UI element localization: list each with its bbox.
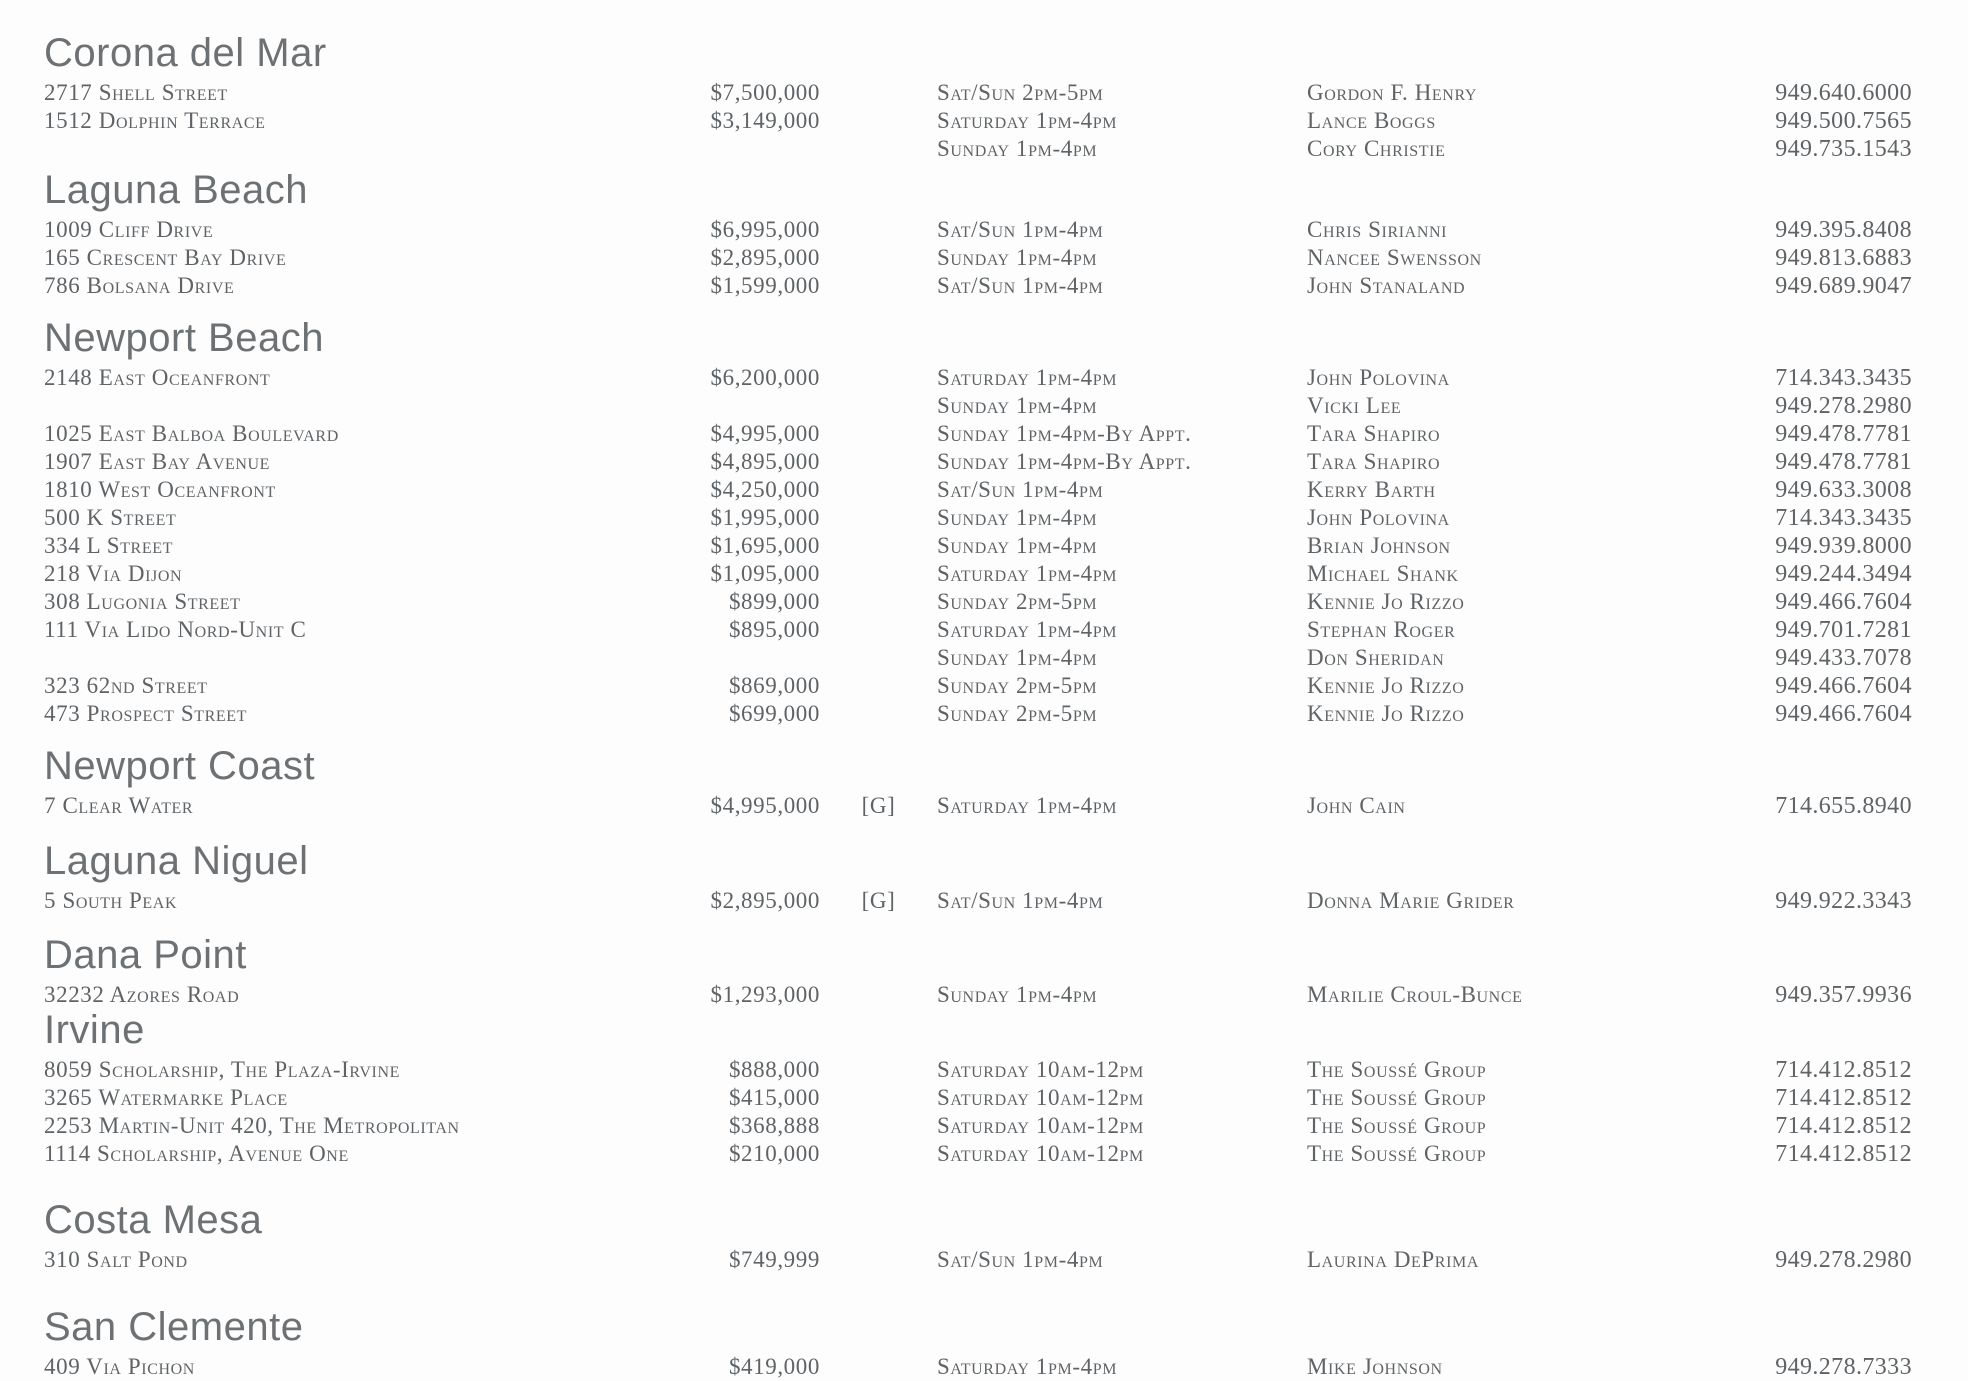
listing-address: 786 Bolsana Drive: [44, 273, 235, 298]
agent-name: Laurina DePrima: [1307, 1247, 1479, 1272]
guest-home-marker: [820, 981, 937, 1009]
listing-address: 8059 Scholarship, The Plaza-Irvine: [44, 1057, 400, 1082]
listing-row: [44, 672, 1968, 700]
city-section: [44, 1007, 1968, 1168]
city-section: [44, 30, 1968, 163]
guest-home-marker: [820, 364, 937, 392]
listing-address: 2717 Shell Street: [44, 80, 228, 105]
listing-price: $6,995,000: [710, 217, 820, 242]
agent-phone: 949.395.8408: [1775, 217, 1912, 243]
listing-row: [44, 79, 1968, 107]
agent-phone: 949.939.8000: [1775, 533, 1912, 559]
city-section: [44, 315, 1968, 728]
listing-price: $6,200,000: [710, 365, 820, 390]
agent-phone: 949.640.6000: [1775, 80, 1912, 106]
listing-row: [44, 420, 1968, 448]
agent-name: John Stanaland: [1307, 273, 1466, 298]
open-house-time: Sat/Sun 1pm-4pm: [937, 217, 1104, 242]
agent-phone: 714.412.8512: [1775, 1057, 1912, 1083]
listing-row: [44, 532, 1968, 560]
agent-phone: 949.689.9047: [1775, 273, 1912, 299]
city-section: [44, 1197, 1968, 1274]
listing-address: 1009 Cliff Drive: [44, 217, 214, 242]
listing-address: 2253 Martin-Unit 420, The Metropolitan: [44, 1113, 460, 1138]
open-house-time: Sunday 1pm-4pm: [937, 393, 1098, 418]
guest-home-marker: [820, 616, 937, 644]
listing-price: $699,000: [728, 701, 820, 726]
listing-row: [44, 504, 1968, 532]
guest-home-marker: [820, 672, 937, 700]
city-section: [44, 838, 1968, 915]
city-header: Costa Mesa: [44, 1198, 263, 1242]
agent-name: Michael Shank: [1307, 561, 1459, 586]
agent-name: Kennie Jo Rizzo: [1307, 589, 1465, 614]
listing-row: [44, 1056, 1968, 1084]
agent-phone: 949.633.3008: [1775, 477, 1912, 503]
guest-home-marker: [820, 244, 937, 272]
agent-phone: 714.343.3435: [1775, 505, 1912, 531]
listing-row: [44, 244, 1968, 272]
guest-home-marker: [820, 560, 937, 588]
agent-phone: 714.655.8940: [1775, 793, 1912, 819]
open-house-time: Sunday 2pm-5pm: [937, 701, 1098, 726]
listing-row: [44, 1246, 1968, 1274]
listing-row: [44, 792, 1968, 820]
listing-row: [44, 272, 1968, 300]
agent-name: John Polovina: [1307, 505, 1450, 530]
city-header: Dana Point: [44, 933, 247, 977]
guest-home-marker: [820, 216, 937, 244]
listing-price: $415,000: [728, 1085, 820, 1110]
agent-phone: 949.813.6883: [1775, 245, 1912, 271]
listing-row: [44, 1112, 1968, 1140]
city-header: Laguna Niguel: [44, 839, 309, 883]
open-house-time: Saturday 1pm-4pm: [937, 617, 1118, 642]
agent-phone: 714.412.8512: [1775, 1113, 1912, 1139]
listing-price: $4,895,000: [710, 449, 820, 474]
listing-address: 409 Via Pichon: [44, 1354, 195, 1379]
listing-price: $368,888: [728, 1113, 820, 1138]
open-house-time: Saturday 10am-12pm: [937, 1057, 1144, 1082]
guest-home-marker: [820, 1140, 937, 1168]
listing-row: [44, 981, 1968, 1009]
listing-price: $1,695,000: [710, 533, 820, 558]
guest-home-marker: [820, 1112, 937, 1140]
agent-name: Kennie Jo Rizzo: [1307, 701, 1465, 726]
agent-name: Vicki Lee: [1307, 393, 1402, 418]
listing-row: [44, 616, 1968, 644]
listing-row: [44, 364, 1968, 392]
listing-price: $210,000: [728, 1141, 820, 1166]
guest-home-marker: [820, 1084, 937, 1112]
agent-name: Chris Sirianni: [1307, 217, 1448, 242]
agent-phone: 949.466.7604: [1775, 673, 1912, 699]
listing-row: [44, 448, 1968, 476]
listing-row: [44, 216, 1968, 244]
open-house-time: Sunday 1pm-4pm: [937, 533, 1098, 558]
agent-phone: 949.357.9936: [1775, 982, 1912, 1008]
open-house-time: Sat/Sun 1pm-4pm: [937, 888, 1104, 913]
agent-phone: 714.343.3435: [1775, 365, 1912, 391]
agent-phone: 949.500.7565: [1775, 108, 1912, 134]
listing-price: [604, 392, 820, 420]
agent-name: Lance Boggs: [1307, 108, 1436, 133]
agent-name: The Soussé Group: [1307, 1141, 1487, 1166]
open-house-time: Saturday 10am-12pm: [937, 1113, 1144, 1138]
listing-address: 7 Clear Water: [44, 793, 194, 818]
listing-row: [44, 476, 1968, 504]
agent-phone: 949.244.3494: [1775, 561, 1912, 587]
guest-home-marker: [820, 135, 937, 163]
agent-name: Kerry Barth: [1307, 477, 1436, 502]
agent-name: The Soussé Group: [1307, 1113, 1487, 1138]
listing-address: 310 Salt Pond: [44, 1247, 188, 1272]
listing-row: [44, 107, 1968, 135]
listing-price: $895,000: [728, 617, 820, 642]
agent-phone: 949.278.2980: [1775, 1247, 1912, 1273]
open-house-time: Saturday 1pm-4pm: [937, 365, 1118, 390]
listing-address: 1114 Scholarship, Avenue One: [44, 1141, 349, 1166]
open-house-time: Saturday 10am-12pm: [937, 1085, 1144, 1110]
listing-address: 3265 Watermarke Place: [44, 1085, 288, 1110]
listing-price: [604, 135, 820, 163]
listing-row: [44, 644, 1968, 672]
agent-phone: 949.278.7333: [1775, 1354, 1912, 1380]
listing-row: [44, 1084, 1968, 1112]
listing-address: 111 Via Lido Nord-Unit C: [44, 617, 307, 642]
open-house-time: Sat/Sun 1pm-4pm: [937, 477, 1104, 502]
agent-name: John Polovina: [1307, 365, 1450, 390]
listing-address: 473 Prospect Street: [44, 701, 247, 726]
open-house-time: Saturday 1pm-4pm: [937, 1354, 1118, 1379]
open-house-time: Sat/Sun 2pm-5pm: [937, 80, 1104, 105]
listing-address: [44, 392, 604, 420]
listing-address: 308 Lugonia Street: [44, 589, 241, 614]
agent-name: The Soussé Group: [1307, 1057, 1487, 1082]
city-section: [44, 1304, 1968, 1381]
listing-price: $1,095,000: [710, 561, 820, 586]
agent-name: Marilie Croul-Bunce: [1307, 982, 1523, 1007]
open-house-time: Saturday 1pm-4pm: [937, 793, 1118, 818]
city-section: [44, 932, 1968, 1009]
listing-row: [44, 1140, 1968, 1168]
guest-home-marker: [820, 700, 937, 728]
agent-name: Kennie Jo Rizzo: [1307, 673, 1465, 698]
listing-price: $4,250,000: [710, 477, 820, 502]
agent-phone: 949.478.7781: [1775, 421, 1912, 447]
listing-price: $7,500,000: [710, 80, 820, 105]
agent-phone: 949.433.7078: [1775, 645, 1912, 671]
agent-name: John Cain: [1307, 793, 1406, 818]
listing-row: [44, 887, 1968, 915]
agent-phone: 714.412.8512: [1775, 1085, 1912, 1111]
open-house-time: Sunday 2pm-5pm: [937, 589, 1098, 614]
agent-phone: 714.412.8512: [1775, 1141, 1912, 1167]
city-header: San Clemente: [44, 1305, 304, 1349]
agent-phone: 949.466.7604: [1775, 701, 1912, 727]
guest-home-marker: [820, 79, 937, 107]
city-header: Corona del Mar: [44, 31, 327, 75]
open-house-time: Sunday 1pm-4pm-By Appt.: [937, 449, 1192, 474]
agent-name: Tara Shapiro: [1307, 421, 1441, 446]
guest-home-marker: [G]: [861, 793, 896, 818]
city-header: Irvine: [44, 1008, 145, 1052]
open-house-time: Sat/Sun 1pm-4pm: [937, 273, 1104, 298]
listing-row: [44, 1353, 1968, 1381]
city-header: Newport Coast: [44, 744, 316, 788]
listing-price: $2,895,000: [710, 245, 820, 270]
open-house-time: Sunday 1pm-4pm: [937, 136, 1098, 161]
open-house-time: Sunday 2pm-5pm: [937, 673, 1098, 698]
listing-row: [44, 135, 1968, 163]
guest-home-marker: [820, 392, 937, 420]
agent-name: Stephan Roger: [1307, 617, 1456, 642]
listing-price: $1,995,000: [710, 505, 820, 530]
agent-phone: 949.478.7781: [1775, 449, 1912, 475]
guest-home-marker: [820, 420, 937, 448]
guest-home-marker: [820, 476, 937, 504]
listing-price: $419,000: [728, 1354, 820, 1379]
city-header: Newport Beach: [44, 316, 324, 360]
listing-row: [44, 392, 1968, 420]
listing-price: $1,599,000: [710, 273, 820, 298]
guest-home-marker: [G]: [861, 888, 896, 913]
listing-address: 165 Crescent Bay Drive: [44, 245, 287, 270]
city-section: [44, 167, 1968, 300]
open-house-time: Saturday 1pm-4pm: [937, 561, 1118, 586]
listing-price: $1,293,000: [710, 982, 820, 1007]
agent-name: Brian Johnson: [1307, 533, 1451, 558]
listing-price: $869,000: [728, 673, 820, 698]
listing-address: 1907 East Bay Avenue: [44, 449, 271, 474]
agent-name: Mike Johnson: [1307, 1354, 1443, 1379]
agent-name: Tara Shapiro: [1307, 449, 1441, 474]
open-house-time: Sunday 1pm-4pm: [937, 982, 1098, 1007]
agent-name: Don Sheridan: [1307, 645, 1445, 670]
guest-home-marker: [820, 588, 937, 616]
listing-price: $2,895,000: [710, 888, 820, 913]
listing-row: [44, 588, 1968, 616]
open-house-time: Sunday 1pm-4pm: [937, 645, 1098, 670]
listing-price: $749,999: [728, 1247, 820, 1272]
guest-home-marker: [820, 107, 937, 135]
open-house-time: Sunday 1pm-4pm-By Appt.: [937, 421, 1192, 446]
listing-address: 1512 Dolphin Terrace: [44, 108, 266, 133]
agent-name: Nancee Swensson: [1307, 245, 1482, 270]
guest-home-marker: [820, 644, 937, 672]
agent-phone: 949.701.7281: [1775, 617, 1912, 643]
agent-phone: 949.466.7604: [1775, 589, 1912, 615]
open-house-time: Saturday 1pm-4pm: [937, 108, 1118, 133]
listing-address: 1025 East Balboa Boulevard: [44, 421, 339, 446]
listing-price: $899,000: [728, 589, 820, 614]
listing-address: 323 62nd Street: [44, 673, 208, 698]
listing-row: [44, 700, 1968, 728]
agent-name: Donna Marie Grider: [1307, 888, 1515, 913]
open-house-time: Saturday 10am-12pm: [937, 1141, 1144, 1166]
open-house-time: Sunday 1pm-4pm: [937, 505, 1098, 530]
listing-address: 334 L Street: [44, 533, 173, 558]
guest-home-marker: [820, 504, 937, 532]
open-house-time: Sunday 1pm-4pm: [937, 245, 1098, 270]
agent-phone: 949.735.1543: [1775, 136, 1912, 162]
guest-home-marker: [820, 1056, 937, 1084]
listing-address: 32232 Azores Road: [44, 982, 240, 1007]
agent-name: Cory Christie: [1307, 136, 1446, 161]
listing-address: [44, 135, 604, 163]
listing-price: $4,995,000: [710, 793, 820, 818]
listing-address: 500 K Street: [44, 505, 177, 530]
listing-row: [44, 560, 1968, 588]
listings-document: [44, 30, 1968, 1381]
guest-home-marker: [820, 1353, 937, 1381]
open-house-time: Sat/Sun 1pm-4pm: [937, 1247, 1104, 1272]
guest-home-marker: [820, 532, 937, 560]
listing-address: 2148 East Oceanfront: [44, 365, 271, 390]
listing-price: [604, 644, 820, 672]
listing-address: 5 South Peak: [44, 888, 178, 913]
guest-home-marker: [820, 448, 937, 476]
listing-price: $888,000: [728, 1057, 820, 1082]
agent-phone: 949.922.3343: [1775, 888, 1912, 914]
agent-name: The Soussé Group: [1307, 1085, 1487, 1110]
guest-home-marker: [820, 272, 937, 300]
agent-phone: 949.278.2980: [1775, 393, 1912, 419]
listing-address: 218 Via Dijon: [44, 561, 183, 586]
listing-price: $4,995,000: [710, 421, 820, 446]
agent-name: Gordon F. Henry: [1307, 80, 1477, 105]
listing-address: [44, 644, 604, 672]
city-section: [44, 743, 1968, 820]
listing-price: $3,149,000: [710, 108, 820, 133]
city-header: Laguna Beach: [44, 168, 309, 212]
guest-home-marker: [820, 1246, 937, 1274]
listing-address: 1810 West Oceanfront: [44, 477, 276, 502]
